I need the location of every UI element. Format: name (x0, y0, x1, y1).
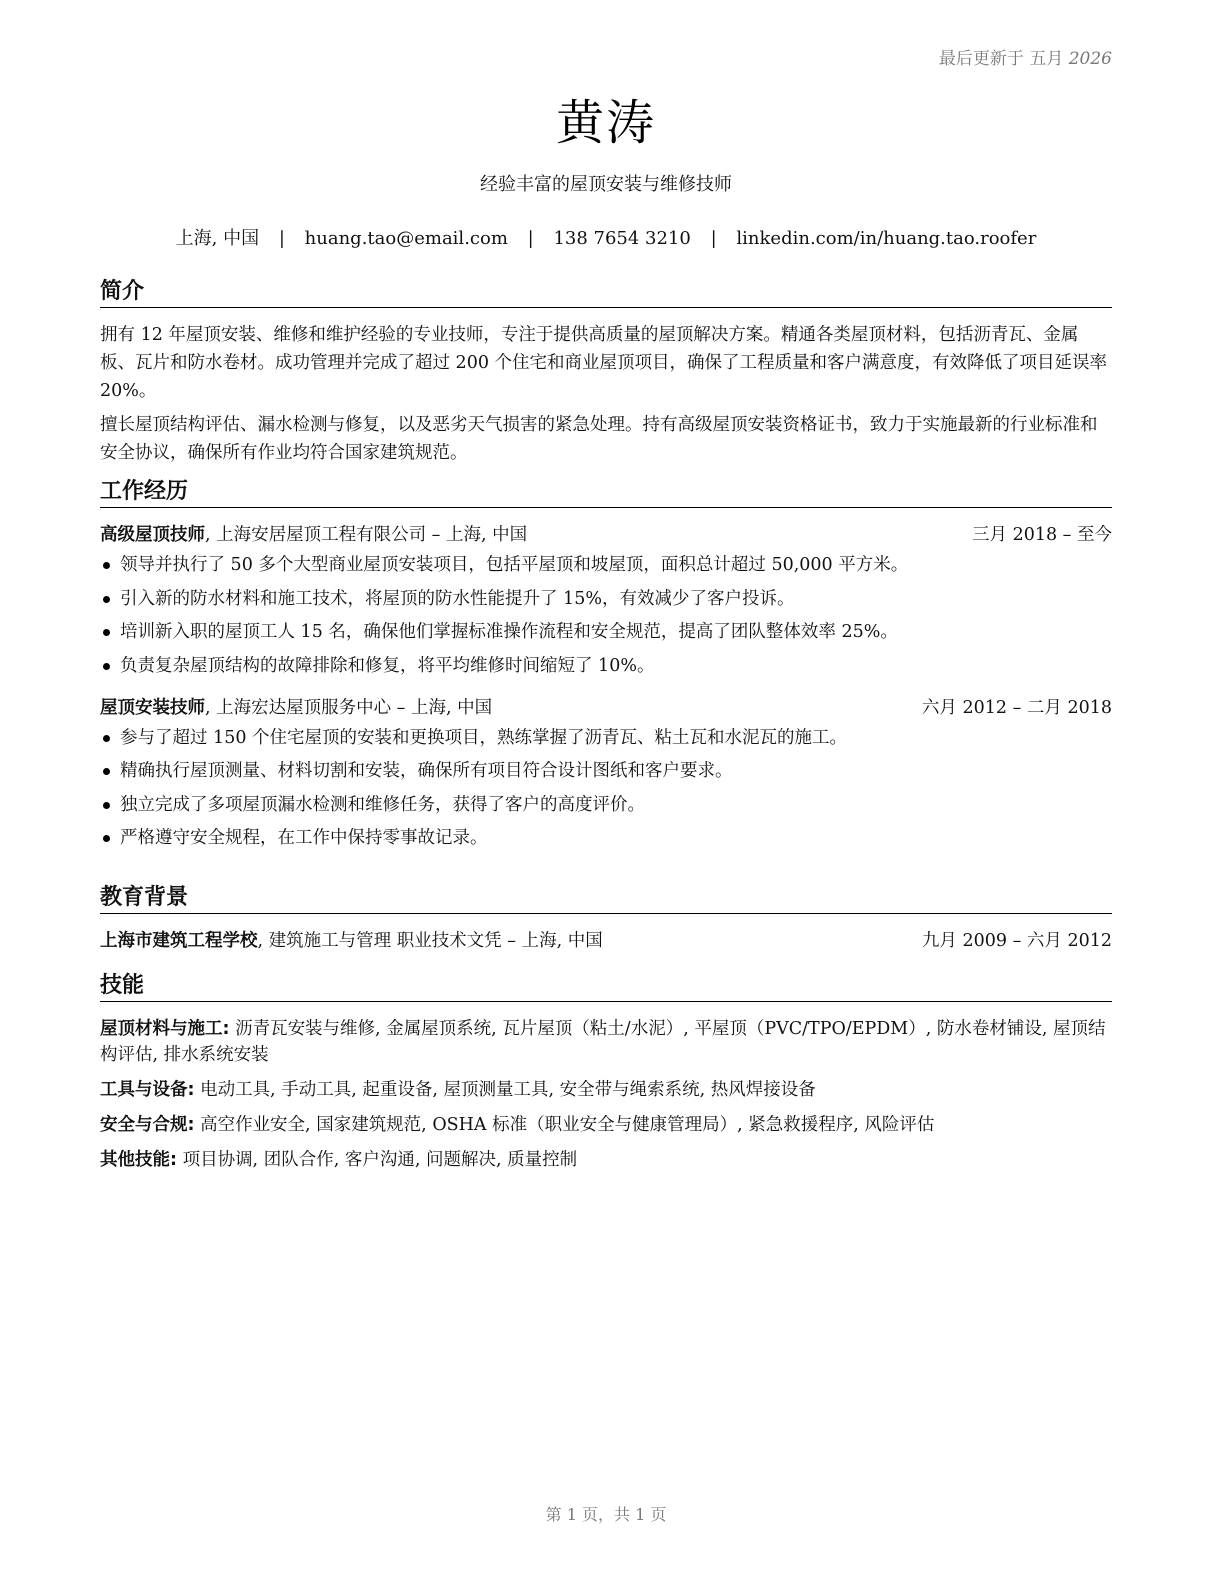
job-dates: 六月 2012 – 二月 2018 (921, 697, 1112, 718)
skill-row (100, 1147, 1112, 1173)
summary-paragraph: 擅长屋顶结构评估、漏水检测与修复，以及恶劣天气损害的紧急处理。持有高级屋顶安装资格证书，致力于实施最新的行业标准和安全协议，确保所有作业均符合国家建筑规范。 (100, 415, 1098, 463)
skill-text: 高空作业安全, 国家建筑规范, OSHA 标准（职业安全与健康管理局）, 紧急救援程序, 风险评估 (194, 1115, 935, 1135)
section-title-summary: 简介 (100, 278, 1112, 308)
person-name: 黄涛 (555, 95, 656, 151)
education-entry (100, 928, 1112, 954)
skill-label: 其他技能: (100, 1150, 177, 1170)
skill-row (100, 1112, 1112, 1138)
summary-section (100, 278, 1112, 467)
skill-text: 电动工具, 手动工具, 起重设备, 屋顶测量工具, 安全带与绳索系统, 热风焊接设备 (194, 1080, 816, 1100)
summary-paragraph: 拥有 12 年屋顶安装、维修和维护经验的专业技师，专注于提供高质量的屋顶解决方案。精通各类屋顶材料，包括沥青瓦、金属板、瓦片和防水卷材。成功管理并完成了超过 200 个住宅和商业屋顶项目，确保了工程质量和客户满意度，有效降低了项目延误率 20%。 (100, 325, 1108, 401)
contact-separator: | (278, 228, 285, 249)
skill-label: 屋顶材料与施工: (100, 1019, 230, 1039)
section-title-experience: 工作经历 (100, 478, 1112, 508)
contact-phone[interactable]: 138 7654 3210 (553, 228, 691, 249)
job-bullet: 独立完成了多项屋顶漏水检测和维修任务，获得了客户的高度评价。 (100, 792, 1112, 818)
skill-text: 项目协调, 团队合作, 客户沟通, 问题解决, 质量控制 (177, 1150, 578, 1170)
education-dates: 九月 2009 – 六月 2012 (921, 931, 1112, 951)
contact-separator: | (710, 228, 717, 249)
job-role: 高级屋顶技师 (100, 525, 205, 545)
contact-email[interactable]: huang.tao@email.com (304, 228, 508, 249)
job-entry (100, 695, 1112, 852)
skill-text: 沥青瓦安装与维修, 金属屋顶系统, 瓦片屋顶（粘土/水泥）, 平屋顶（PVC/TPO/EPDM）, 防水卷材铺设, 屋顶结构评估, 排水系统安装 (100, 1019, 1106, 1065)
last-updated (939, 44, 1112, 69)
contact-line (100, 224, 1112, 250)
job-bullet: 参与了超过 150 个住宅屋顶的安装和更换项目，熟练掌握了沥青瓦、粘土瓦和水泥瓦的施工。 (100, 725, 1112, 751)
skill-label: 安全与合规: (100, 1115, 195, 1135)
job-bullet: 严格遵守安全规程，在工作中保持零事故记录。 (100, 825, 1112, 851)
job-bullet: 负责复杂屋顶结构的故障排除和修复，将平均维修时间缩短了 10%。 (100, 653, 1112, 679)
last-updated-label: 最后更新于 五月 (938, 49, 1064, 69)
job-bullets (100, 552, 1112, 679)
contact-location: 上海, 中国 (175, 228, 260, 249)
skills-section (100, 972, 1112, 1182)
last-updated-year: 2026 (1068, 49, 1112, 69)
education-detail: , 建筑施工与管理 职业技术文凭 – 上海, 中国 (257, 931, 603, 951)
job-bullet: 引入新的防水材料和施工技术，将屋顶的防水性能提升了 15%，有效减少了客户投诉。 (100, 586, 1112, 612)
education-section (100, 884, 1112, 954)
skill-row (100, 1077, 1112, 1103)
skill-row (100, 1016, 1112, 1068)
page-number: 第 1 页，共 1 页 (545, 1505, 667, 1524)
skills-list (100, 1016, 1112, 1173)
education-school: 上海市建筑工程学校 (100, 931, 258, 951)
job-header (100, 522, 1112, 548)
job-bullet: 精确执行屋顶测量、材料切割和安装，确保所有项目符合设计图纸和客户要求。 (100, 758, 1112, 784)
job-org: , 上海安居屋顶工程有限公司 – 上海, 中国 (205, 525, 528, 545)
section-title-skills: 技能 (100, 972, 1112, 1002)
resume-page (100, 0, 1112, 1584)
job-bullets (100, 725, 1112, 852)
job-org: , 上海宏达屋顶服务中心 – 上海, 中国 (205, 697, 493, 718)
experience-section (100, 478, 1112, 859)
section-title-education: 教育背景 (100, 884, 1112, 914)
job-bullet: 培训新入职的屋顶工人 15 名，确保他们掌握标准操作流程和安全规范，提高了团队整体效率 25%。 (100, 619, 1112, 645)
job-dates: 三月 2018 – 至今 (972, 525, 1112, 545)
contact-separator: | (527, 228, 534, 249)
contact-linkedin[interactable]: linkedin.com/in/huang.tao.roofer (736, 228, 1037, 249)
job-role: 屋顶安装技师 (100, 697, 205, 718)
job-bullet: 领导并执行了 50 多个大型商业屋顶安装项目，包括平屋顶和坡屋顶，面积总计超过 50,000 平方米。 (100, 552, 1112, 578)
job-entry (100, 522, 1112, 679)
headline: 经验丰富的屋顶安装与维修技师 (480, 174, 732, 195)
job-header (100, 695, 1112, 721)
skill-label: 工具与设备: (100, 1080, 195, 1100)
